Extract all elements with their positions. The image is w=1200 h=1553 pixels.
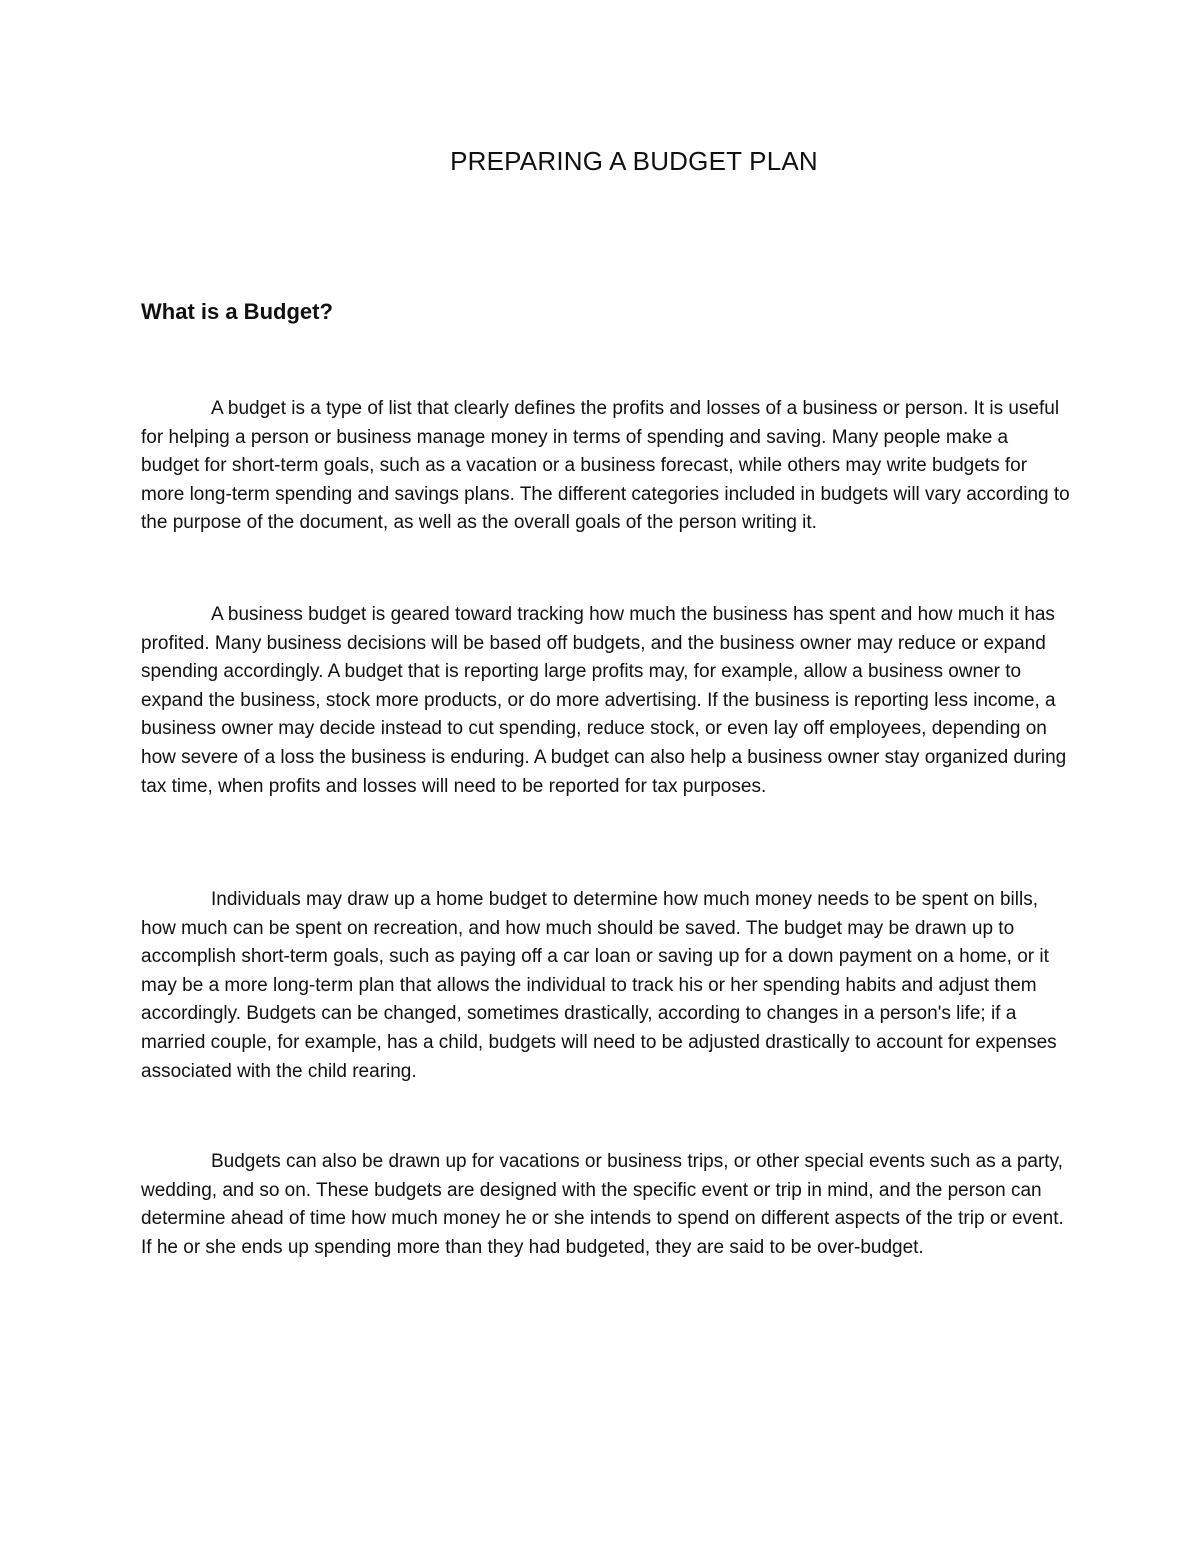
paragraph-business-budget: A business budget is geared toward tracking how much the business has spent and how much it has profited. Many business decisions will be based off budgets, and the business owner may reduce or expand spending accordingly. A budget that is reporting large profits may, for example, allow a business owner to expand the business, stock more products, or do more advertising. If the business is reporting less income, a business owner may decide instead to cut spending, reduce stock, or even lay off employees, depending on how severe of a loss the business is enduring. A budget can also help a business owner stay organized during tax time, when profits and losses will need to be reported for tax purposes. <box>141 604 1067 797</box>
paragraph-definition: A budget is a type of list that clearly defines the profits and losses of a business or person. It is useful for helping a person or business manage money in terms of spending and saving. Many people make a budget for short-term goals, such as a vacation or a business forecast, while others may write budgets for more long-term spending and savings plans. The different categories included in budgets will vary according to the purpose of the document, as well as the overall goals of the person writing it. <box>141 398 1070 534</box>
paragraph-event-budget: Budgets can also be drawn up for vacations or business trips, or other special events such as a party, wedding, and so on. These budgets are designed with the specific event or trip in mind, and the person can determine ahead of time how much money he or she intends to spend on different aspects of the trip or event. If he or she ends up spending more than they had budgeted, they are said to be over-budget. <box>141 1151 1064 1258</box>
document-title: PREPARING A BUDGET PLAN <box>450 146 818 176</box>
paragraph-home-budget: Individuals may draw up a home budget to determine how much money needs to be spent on bills, how much can be spent on recreation, and how much should be saved. The budget may be drawn up to accomplish short-term goals, such as paying off a car loan or saving up for a down payment on a home, or it may be a more long-term plan that allows the individual to track his or her spending habits and adjust them accordingly. Budgets can be changed, sometimes drastically, according to changes in a person's life; if a married couple, for example, has a child, budgets will need to be adjusted drastically to account for expenses associated with the child rearing. <box>141 889 1057 1082</box>
section-heading: What is a Budget? <box>141 299 333 324</box>
